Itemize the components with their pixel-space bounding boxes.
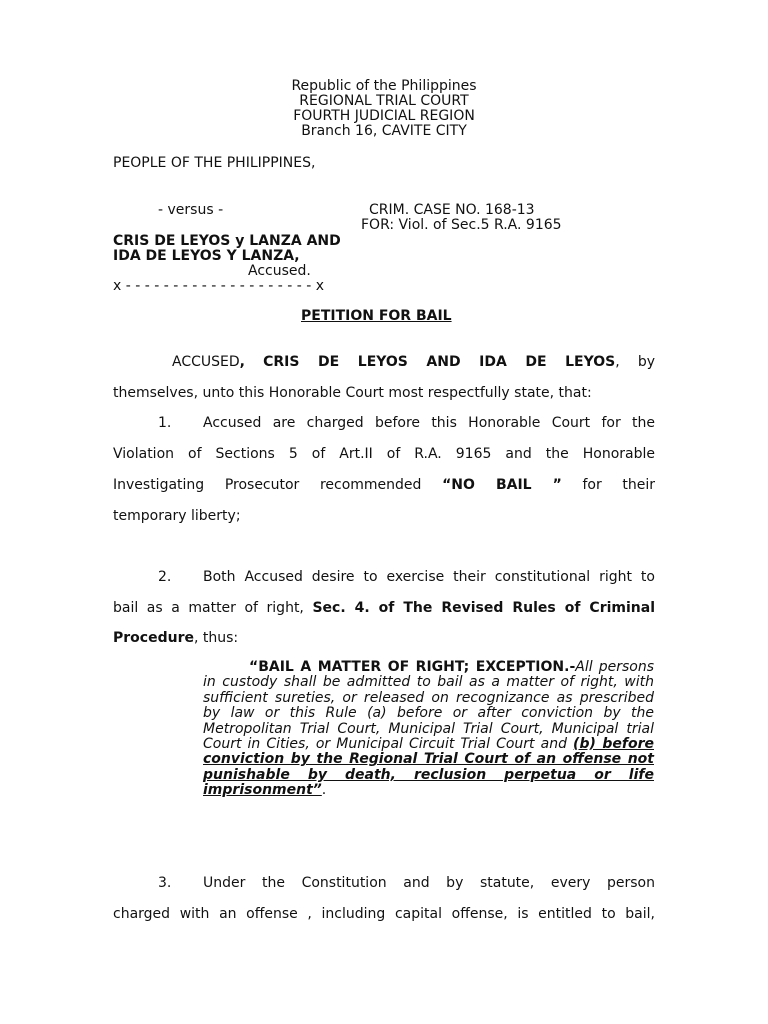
accused-name-2: IDA DE LEYOS Y LANZA,	[113, 248, 300, 264]
rule-quote: “BAIL A MATTER OF RIGHT; EXCEPTION.-All persons in custody shall be admitted to bail as a matter of right, with sufficient sureties, or released on recognizance as prescribed by law or this Rule (a) before or after conviction by the Metropolitan Trial Court, Municipal Trial Court, Municipal trial Court in Cities, or Municipal Circuit Trial Court and (b) before conviction by the Regional Trial Court of an offense not punishable by death, reclusion perpetua or life imprisonment”.	[203, 659, 654, 799]
p1-number: 1.	[158, 415, 172, 431]
header-region: FOURTH JUDICIAL REGION	[293, 108, 475, 124]
header-republic: Republic of the Philippines	[291, 78, 477, 94]
rule-citation: Sec. 4. of The Revised Rules of Criminal	[312, 600, 655, 616]
p2-number: 2.	[158, 569, 172, 585]
quote-heading: “BAIL A MATTER OF RIGHT; EXCEPTION.-	[249, 659, 576, 675]
p1-line-4: temporary liberty;	[113, 508, 241, 524]
header-branch: Branch 16, CAVITE CITY	[301, 123, 467, 139]
accused-names: CRIS DE LEYOS AND IDA DE LEYOS	[263, 354, 616, 370]
quote-emphasis: (b) before conviction by the Regional Trial Court of an offense not punishable by death, reclusion perpetua or life imprisonment”	[203, 736, 654, 799]
p3-number: 3.	[158, 875, 172, 891]
no-bail-emphasis: “NO BAIL ”	[442, 477, 562, 493]
p3-line-1: Under the Constitution and by statute, every person	[203, 875, 655, 891]
p2-line-3: Procedure, thus:	[113, 630, 239, 646]
accused-name-1: CRIS DE LEYOS y LANZA AND	[113, 233, 341, 249]
caption-separator: x - - - - - - - - - - - - - - - - - - - - x	[113, 278, 325, 294]
accused-label: Accused.	[248, 263, 311, 279]
quote-body: All persons in custody shall be admitted to bail as a matter of right, with sufficient sureties, or released on recognizance as prescribed by law or this Rule (a) before or after conviction by the Metropolitan Trial Court, Municipal Trial Court, Municipal trial Court in Cities, or Municipal Circuit Trial Court and	[203, 659, 654, 753]
p2-line-2: bail as a matter of right, Sec. 4. of The Revised Rules of Criminal	[113, 600, 655, 616]
court-header	[0, 79, 768, 139]
intro-line-2: themselves, unto this Honorable Court most respectfully state, that:	[113, 385, 592, 401]
header-court: REGIONAL TRIAL COURT	[299, 93, 469, 109]
p1-line-2: Violation of Sections 5 of Art.II of R.A. 9165 and the Honorable	[113, 446, 655, 462]
p3-line-2: charged with an offense , including capital offense, is entitled to bail,	[113, 906, 655, 922]
intro-line-1: ACCUSED, CRIS DE LEYOS AND IDA DE LEYOS, by	[172, 354, 656, 370]
document-title: PETITION FOR BAIL	[301, 308, 452, 324]
case-offense: FOR: Viol. of Sec.5 R.A. 9165	[361, 217, 562, 233]
versus-label: - versus -	[158, 202, 224, 218]
p2-line-1: Both Accused desire to exercise their constitutional right to	[203, 569, 655, 585]
plaintiff: PEOPLE OF THE PHILIPPINES,	[113, 155, 316, 171]
p1-line-1: Accused are charged before this Honorable Court for the	[203, 415, 655, 431]
intro-prefix: ACCUSED	[172, 354, 240, 370]
p1-line-3: Investigating Prosecutor recommended “NO BAIL ” for their	[113, 477, 655, 493]
case-number: CRIM. CASE NO. 168-13	[369, 202, 535, 218]
